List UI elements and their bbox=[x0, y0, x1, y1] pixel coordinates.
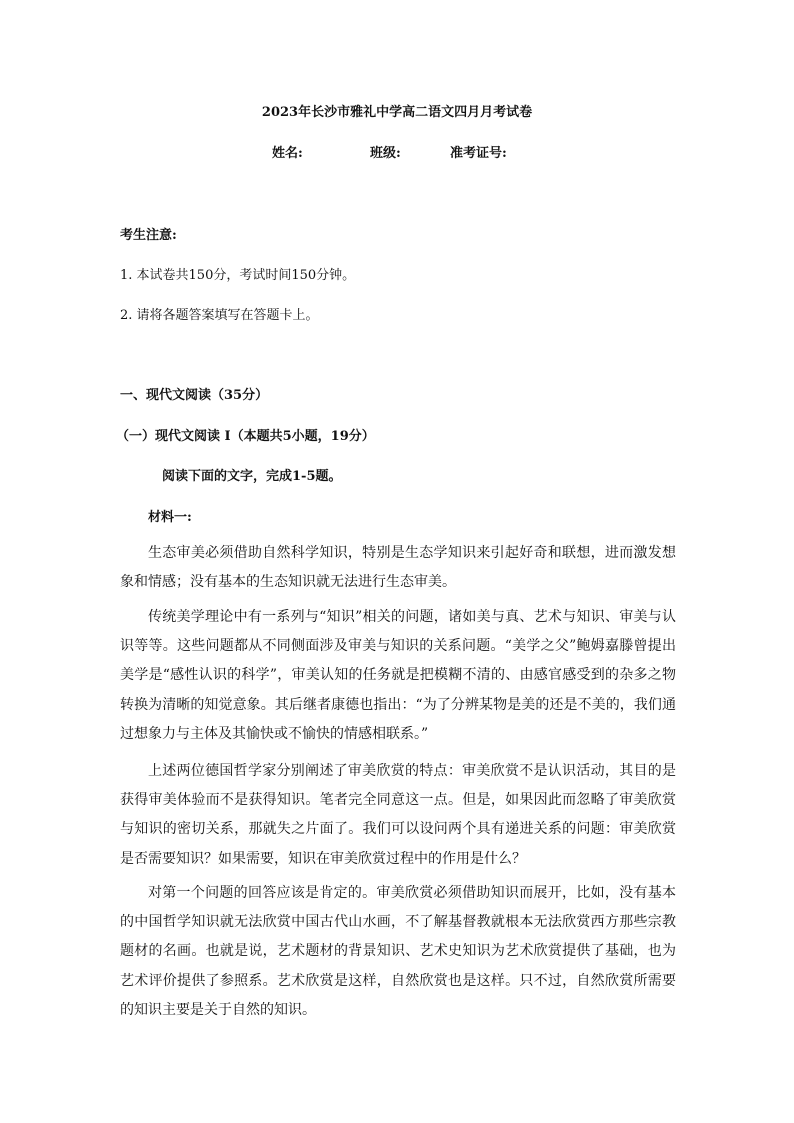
paragraph: 对第一个问题的回答应该是肯定的。审美欣赏必须借助知识而展开，比如，没有基本的中国哲学知识就无法欣赏中国古代山水画，不了解基督教就根本无法欣赏西方那些宗教题材的名画。也就是说，艺术题材的背景知识、艺术史知识为艺术欣赏提供了基础，也为艺术评价提供了参照系。艺术欣赏是这样，自然欣赏也是这样。只不过，自然欣赏所需要的知识主要是关于自然的知识。 bbox=[120, 885, 676, 1018]
paragraph: 生态审美必须借助自然科学知识，特别是生态学知识来引起好奇和联想，进而激发想象和情感；没有基本的生态知识就无法进行生态审美。 bbox=[120, 545, 676, 591]
reading-instruction: 阅读下面的文字，完成1-5题。 bbox=[162, 469, 342, 484]
student-info-fields bbox=[272, 142, 507, 161]
paragraph: 传统美学理论中有一系列与“知识”相关的问题，诸如美与真、艺术与知识、审美与认识等等。这些问题都从不同侧面涉及审美与知识的关系问题。“美学之父”鲍姆嘉滕曾提出美学是“感性认识的科学”，审美认知的任务就是把模糊不清的、由感官感受到的杂多之物转换为清晰的知觉意象。其后继者康德也指出：“为了分辨某物是美的还是不美的，我们通过想象力与主体及其愉快或不愉快的情感相联系。” bbox=[120, 609, 676, 742]
exam-number-label: 准考证号: bbox=[450, 146, 507, 161]
class-label: 班级: bbox=[370, 146, 401, 161]
paragraph: 上述两位德国哲学家分别阐述了审美欣赏的特点：审美欣赏不是认识活动，其目的是获得审美体验而不是获得知识。笔者完全同意这一点。但是，如果因此而忽略了审美欣赏与知识的密切关系，那就失之片面了。我们可以设问两个具有递进关系的问题：审美欣赏是否需要知识？如果需要，知识在审美欣赏过程中的作用是什么？ bbox=[120, 763, 676, 867]
notice-item: 1. 本试卷共150分，考试时间150分钟。 bbox=[120, 268, 356, 283]
material-label: 材料一: bbox=[148, 510, 192, 525]
notice-item: 2. 请将各题答案填写在答题卡上。 bbox=[120, 308, 319, 323]
section-title: 一、现代文阅读（35分） bbox=[120, 388, 269, 403]
page-title: 2023年长沙市雅礼中学高二语文四月月考试卷 bbox=[261, 105, 533, 120]
name-label: 姓名: bbox=[272, 146, 303, 161]
notice-heading: 考生注意: bbox=[120, 228, 177, 243]
section-subtitle: （一）现代文阅读 I（本题共5小题，19分） bbox=[116, 429, 375, 444]
